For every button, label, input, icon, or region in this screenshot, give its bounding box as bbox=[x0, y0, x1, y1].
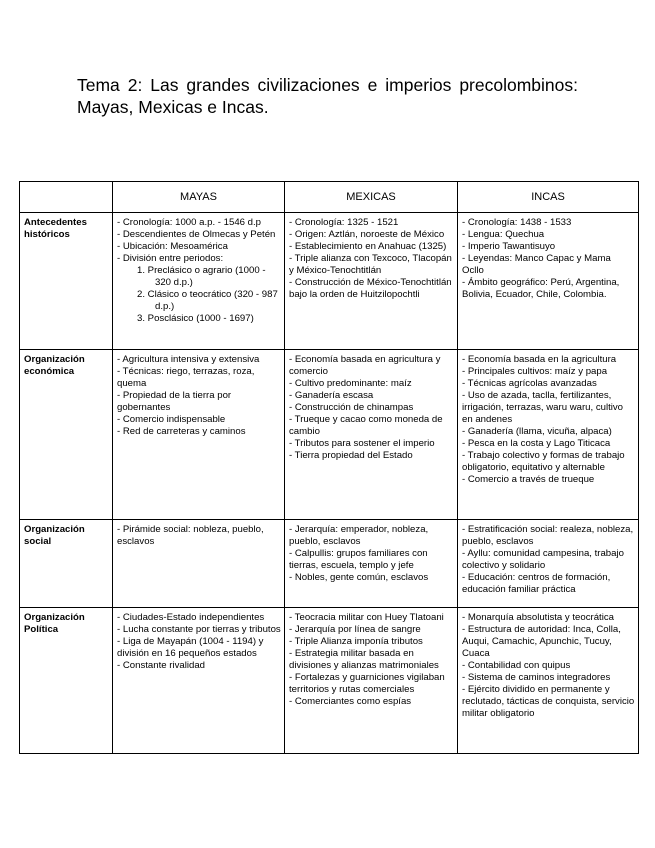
list-item: - Lucha constante por tierras y tributos bbox=[117, 624, 281, 635]
list-item: - Jerarquía por línea de sangre bbox=[289, 624, 421, 635]
list-item: - Estrategia militar basada en divisiones y alianzas matrimoniales bbox=[289, 648, 439, 671]
list-item: - Ejército dividido en permanente y reclutado, tácticas de conquista, servicio militar obligatorio bbox=[462, 684, 635, 719]
list-item: - Triple alianza con Texcoco, Tlacopán y México-Tenochtitlán bbox=[289, 253, 452, 276]
list-item: - Estratificación social: realeza, nobleza, pueblo, esclavos bbox=[462, 524, 634, 547]
cell-mayas bbox=[113, 608, 285, 754]
list-item: - Calpullis: grupos familiares con tierras, escuela, templo y jefe bbox=[289, 548, 428, 571]
table-row bbox=[20, 213, 639, 350]
list-item: - Uso de azada, taclla, fertilizantes, irrigación, terrazas, waru waru, cultivo en andenes bbox=[462, 390, 624, 425]
list-item: - Comerciantes como espías bbox=[289, 696, 412, 707]
list-item: - Comercio indispensable bbox=[117, 414, 226, 425]
row-label: Organización Política bbox=[20, 608, 113, 754]
list-item: - Comercio a través de trueque bbox=[462, 474, 595, 485]
list-item: - Ganadería (llama, vicuña, alpaca) bbox=[462, 426, 612, 437]
list-item: - Establecimiento en Anahuac (1325) bbox=[289, 241, 447, 252]
list-item: - Lengua: Quechua bbox=[462, 229, 545, 240]
list-item: - Fortalezas y guarniciones vigilaban territorios y rutas comerciales bbox=[289, 672, 445, 695]
cell-mayas bbox=[113, 520, 285, 608]
list-subitem: 2. Clásico o teocrático (320 - 987 d.p.) bbox=[137, 289, 278, 312]
list-item: - Ciudades-Estado independientes bbox=[117, 612, 265, 623]
list-item: - Ubicación: Mesoamérica bbox=[117, 241, 228, 252]
cell-mexicas bbox=[285, 350, 458, 520]
list-item: - Monarquía absolutista y teocrática bbox=[462, 612, 614, 623]
list-item: - Trueque y cacao como moneda de cambio bbox=[289, 414, 443, 437]
list-item: - Agricultura intensiva y extensiva bbox=[117, 354, 260, 365]
cell-incas bbox=[458, 213, 639, 350]
list-subitem: 1. Preclásico o agrario (1000 - 320 d.p.) bbox=[137, 265, 266, 288]
list-item: - Jerarquía: emperador, nobleza, pueblo, esclavos bbox=[289, 524, 429, 547]
list-item: - Pirámide social: nobleza, pueblo, esclavos bbox=[117, 524, 264, 547]
list-item: - Cronología: 1000 a.p. - 1546 d.p bbox=[117, 217, 262, 228]
list-item: - Origen: Aztlán, noroeste de México bbox=[289, 229, 445, 240]
list-item: - Propiedad de la tierra por gobernantes bbox=[117, 390, 232, 413]
list-item: - Tributos para sostener el imperio bbox=[289, 438, 435, 449]
list-item: - Construcción de México-Tenochtitlán bajo la orden de Huitzilopochtli bbox=[289, 277, 452, 300]
list-item: - Principales cultivos: maíz y papa bbox=[462, 366, 608, 377]
list-subitem: 3. Posclásico (1000 - 1697) bbox=[137, 313, 254, 324]
list-item: - Economía basada en agricultura y comercio bbox=[289, 354, 441, 377]
list-item: - Ganadería escasa bbox=[289, 390, 374, 401]
table-header-row bbox=[20, 182, 639, 213]
table-row bbox=[20, 520, 639, 608]
list-item: - Nobles, gente común, esclavos bbox=[289, 572, 429, 583]
civilizations-table bbox=[19, 181, 639, 754]
row-label: Organización económica bbox=[20, 350, 113, 520]
list-item: - Estructura de autoridad: Inca, Colla, Auqui, Camachic, Apunchic, Tucuy, Cuaca bbox=[462, 624, 621, 659]
list-item: - Trabajo colectivo y formas de trabajo obligatorio, equitativo y alternable bbox=[462, 450, 625, 473]
list-item: - Imperio Tawantisuyo bbox=[462, 241, 556, 252]
list-item: - Ámbito geográfico: Perú, Argentina, Bolivia, Ecuador, Chile, Colombia. bbox=[462, 277, 620, 300]
header-mexicas: MEXICAS bbox=[285, 182, 458, 213]
list-item: - Cultivo predominante: maíz bbox=[289, 378, 412, 389]
cell-mexicas bbox=[285, 608, 458, 754]
list-item: - Educación: centros de formación, educación familiar práctica bbox=[462, 572, 611, 595]
header-mayas: MAYAS bbox=[113, 182, 285, 213]
list-item: - Pesca en la costa y Lago Titicaca bbox=[462, 438, 611, 449]
list-item: - Cronología: 1325 - 1521 bbox=[289, 217, 399, 228]
cell-mexicas bbox=[285, 520, 458, 608]
header-empty bbox=[20, 182, 113, 213]
cell-mayas bbox=[113, 350, 285, 520]
list-item: - Liga de Mayapán (1004 - 1194) y división en 16 pequeños estados bbox=[117, 636, 264, 659]
cell-incas bbox=[458, 520, 639, 608]
list-item: - Economía basada en la agricultura bbox=[462, 354, 617, 365]
cell-mexicas bbox=[285, 213, 458, 350]
header-incas: INCAS bbox=[458, 182, 639, 213]
list-item: - Triple Alianza imponía tributos bbox=[289, 636, 423, 647]
row-label: Organización social bbox=[20, 520, 113, 608]
list-item: - Construcción de chinampas bbox=[289, 402, 414, 413]
list-item: - Constante rivalidad bbox=[117, 660, 205, 671]
cell-mayas bbox=[113, 213, 285, 350]
cell-incas bbox=[458, 350, 639, 520]
document-title: Tema 2: Las grandes civilizaciones e imperios precolombinos: Mayas, Mexicas e Incas. bbox=[77, 75, 578, 117]
row-label: Antecedentes históricos bbox=[20, 213, 113, 350]
list-item: - División entre periodos: bbox=[117, 253, 224, 264]
list-item: - Cronología: 1438 - 1533 bbox=[462, 217, 572, 228]
list-item: - Tierra propiedad del Estado bbox=[289, 450, 413, 461]
list-item: - Técnicas agrícolas avanzadas bbox=[462, 378, 597, 389]
table-row bbox=[20, 350, 639, 520]
table-row bbox=[20, 608, 639, 754]
list-item: - Sistema de caminos integradores bbox=[462, 672, 611, 683]
cell-incas bbox=[458, 608, 639, 754]
list-item: - Contabilidad con quipus bbox=[462, 660, 571, 671]
list-item: - Teocracia militar con Huey Tlatoani bbox=[289, 612, 444, 623]
list-item: - Descendientes de Olmecas y Petén bbox=[117, 229, 276, 240]
list-item: - Leyendas: Manco Capac y Mama Ocllo bbox=[462, 253, 611, 276]
list-item: - Ayllu: comunidad campesina, trabajo colectivo y solidario bbox=[462, 548, 624, 571]
list-item: - Técnicas: riego, terrazas, roza, quema bbox=[117, 366, 255, 389]
list-item: - Red de carreteras y caminos bbox=[117, 426, 246, 437]
